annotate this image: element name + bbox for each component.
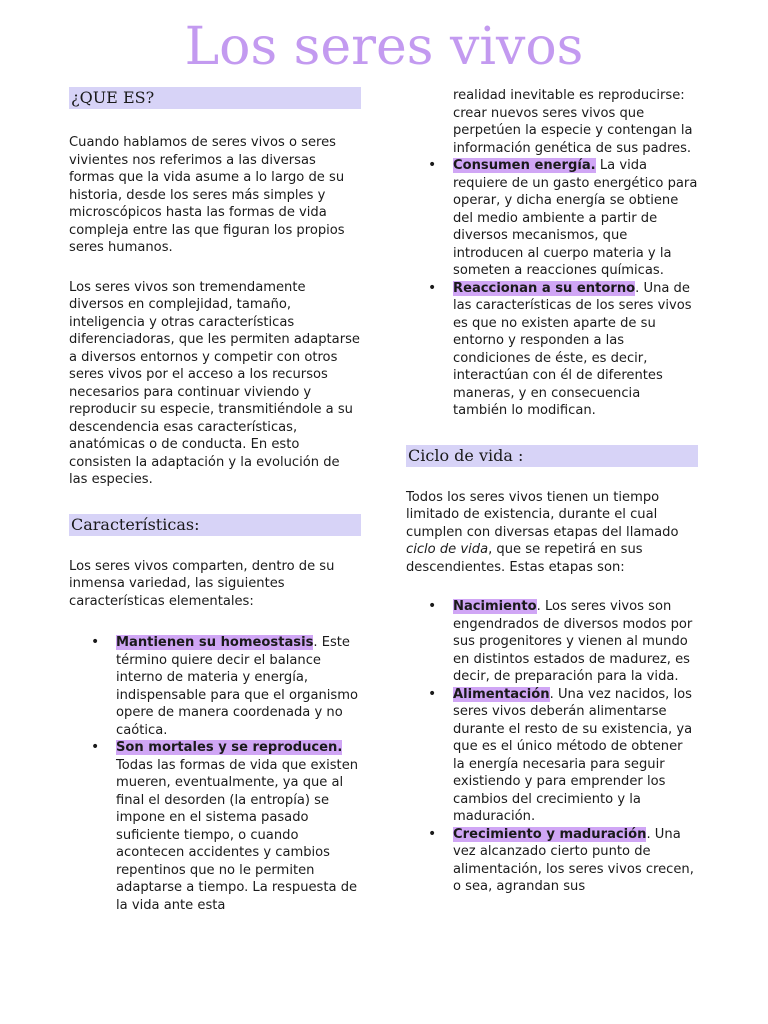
list-item <box>406 280 698 420</box>
list-item <box>406 686 698 826</box>
section-heading-que-es: ¿QUE ES? <box>69 87 361 109</box>
highlighted-term: Reaccionan a su entorno <box>453 280 636 296</box>
life-cycle-list <box>406 598 698 896</box>
left-column <box>69 87 361 914</box>
list-item-text: . Este término quiere decir el balance interno de materia y energía, indispensable para que el organismo opere de manera coordenada y no caótica. <box>116 635 358 738</box>
paragraph-text: , que se repetirá en sus descendientes. Estas etapas son: <box>406 542 643 575</box>
characteristics-list-continued <box>406 87 698 420</box>
italic-term: ciclo de vida <box>406 542 489 557</box>
highlighted-term: Mantienen su homeostasis <box>116 635 314 650</box>
list-item-text: . Los seres vivos son engendrados de diversos modos por sus progenitores y vienen al mundo en distintos estados de madurez, es decir, de preparación para la vida. <box>453 599 693 684</box>
list-item-text: . Una vez alcanzado cierto punto de alimentación, los seres vivos crecen, o sea, agrandan sus <box>453 826 694 894</box>
list-item-text: . Una de las características de los seres vivos es que no existen aparte de su entorno y responden a las condiciones de éste, es decir, interactúan con él de diferentes maneras, y en consecuencia también lo modifican. <box>453 280 692 418</box>
list-item <box>406 157 698 280</box>
characteristics-list <box>69 634 361 914</box>
list-item-continuation <box>406 87 698 157</box>
list-item <box>406 598 698 686</box>
paragraph-text: Todos los seres vivos tienen un tiempo limitado de existencia, durante el cual cumplen con diversas etapas del llamado <box>406 489 679 540</box>
paragraph <box>406 489 698 577</box>
document-title: Los seres vivos <box>184 17 584 77</box>
highlighted-term: Crecimiento y maduración <box>453 826 647 842</box>
paragraph: Los seres vivos son tremendamente diversos en complejidad, tamaño, inteligencia y otras características diferenciadoras, que les permiten adaptarse a diversos entornos y competir con otros seres vivos por el acceso a los recursos necesarios para continuar viviendo y reproducir su especie, transmitiéndole a su descendencia esas características, anatómicas o de conducta. En esto consisten la adaptación y la evolución de las especies. <box>69 279 360 487</box>
paragraph: Cuando hablamos de seres vivos o seres vivientes nos referimos a las diversas formas que la vida asume a lo largo de su historia, desde los seres más simples y microscópicos hasta las formas de vida compleja entre las que figuran los propios seres humanos. <box>69 135 345 255</box>
highlighted-term: Son mortales y se reproducen. <box>116 740 343 755</box>
highlighted-term: Consumen energía. <box>453 158 596 173</box>
section-heading-caracteristicas: Características: <box>69 514 361 536</box>
list-item-text: . Una vez nacidos, los seres vivos deberán alimentarse durante el resto de su existencia, ya que es el único método de obtener la energía necesaria para seguir existiendo y para emprender los cambios del crecimiento y la maduración. <box>453 686 693 824</box>
list-item-text: realidad inevitable es reproducirse: crear nuevos seres vivos que perpetúen la especie y contengan la información genética de sus padres. <box>453 88 693 156</box>
section-heading-ciclo-de-vida: Ciclo de vida : <box>406 445 698 467</box>
list-item-text: La vida requiere de un gasto energético para operar, y dicha energía se obtiene del medio ambiente a partir de diversos mecanismos, que introducen al cuerpo materia y la someten a reacciones químicas. <box>453 158 698 278</box>
highlighted-term: Alimentación <box>453 686 550 702</box>
paragraph: Los seres vivos comparten, dentro de su inmensa variedad, las siguientes características elementales: <box>69 558 335 609</box>
right-column <box>406 87 698 896</box>
highlighted-term: Nacimiento <box>453 599 537 614</box>
list-item <box>406 826 698 896</box>
list-item <box>69 739 361 914</box>
list-item <box>69 634 361 739</box>
list-item-text: Todas las formas de vida que existen mueren, eventualmente, ya que al final el desorden (la entropía) se impone en el sistema pasado suficiente tiempo, o cuando acontecen accidentes y cambios repentinos que no le permiten adaptarse a tiempo. La respuesta de la vida ante esta <box>116 757 359 913</box>
